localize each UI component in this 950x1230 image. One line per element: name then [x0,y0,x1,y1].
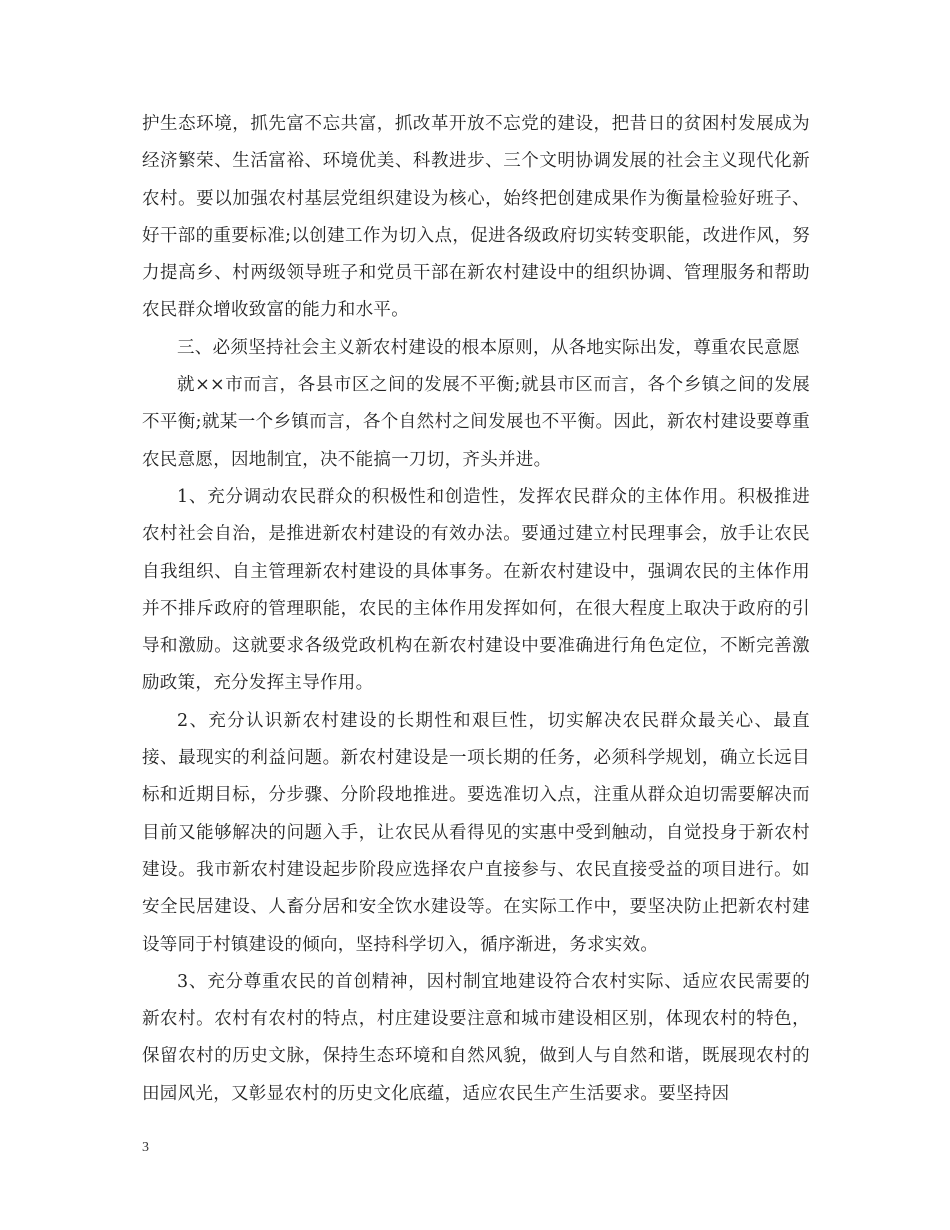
paragraph-regional-imbalance: 就××市而言，各县市区之间的发展不平衡;就县市区而言，各个乡镇之间的发展不平衡;就某一个乡镇而言，各个自然村之间发展也不平衡。因此，新农村建设要尊重农民意愿，因地制宜，决不能搞一刀切，齐头并进。 [142,375,810,470]
page-number: 3 [142,1140,149,1155]
paragraph-point-one: 1、充分调动农民群众的积极性和创造性，发挥农民群众的主体作用。积极推进农村社会自治，是推进新农村建设的有效办法。要通过建立村民理事会，放手让农民自我组织、自主管理新农村建设的具体事务。在新农村建设中，强调农民的主体作用并不排斥政府的管理职能，农民的主体作用发挥如何，在很大程度上取决于政府的引导和激励。这就要求各级党政机构在新农村建设中要准确进行角色定位，不断完善激励政策，充分发挥主导作用。 [142,486,810,694]
paragraph-point-three: 3、充分尊重农民的首创精神，因村制宜地建设符合农村实际、适应农民需要的新农村。农村有农村的特点，村庄建设要注意和城市建设相区别，体现农村的特色，保留农村的历史文脉，保持生态环境和自然风貌，做到人与自然和谐，既展现农村的田园风光，又彰显农村的历史文化底蕴，适应农民生产生活要求。要坚持因 [142,971,810,1104]
paragraph-point-two: 2、充分认识新农村建设的长期性和艰巨性，切实解决农民群众最关心、最直接、最现实的利益问题。新农村建设是一项长期的任务，必须科学规划，确立长远目标和近期目标，分步骤、分阶段地推进。要选准切入点，注重从群众迫切需要解决而目前又能够解决的问题入手，让农民从看得见的实惠中受到触动，自觉投身于新农村建设。我市新农村建设起步阶段应选择农户直接参与、农民直接受益的项目进行。如安全民居建设、人畜分居和安全饮水建设等。在实际工作中，要坚决防止把新农村建设等同于村镇建设的倾向，坚持科学切入，循序渐进，务求实效。 [142,710,810,955]
document-body [142,106,810,1113]
paragraph-continuation: 护生态环境，抓先富不忘共富，抓改革开放不忘党的建设，把昔日的贫困村发展成为经济繁荣、生活富裕、环境优美、科教进步、三个文明协调发展的社会主义现代化新农村。要以加强农村基层党组织建设为核心，始终把创建成果作为衡量检验好班子、好干部的重要标准;以创建工作为切入点，促进各级政府切实转变职能，改进作风，努力提高乡、村两级领导班子和党员干部在新农村建设中的组织协调、管理服务和帮助农民群众增收致富的能力和水平。 [142,114,810,321]
section-heading-three: 三、必须坚持社会主义新农村建设的根本原则，从各地实际出发，尊重农民意愿 [177,337,800,358]
